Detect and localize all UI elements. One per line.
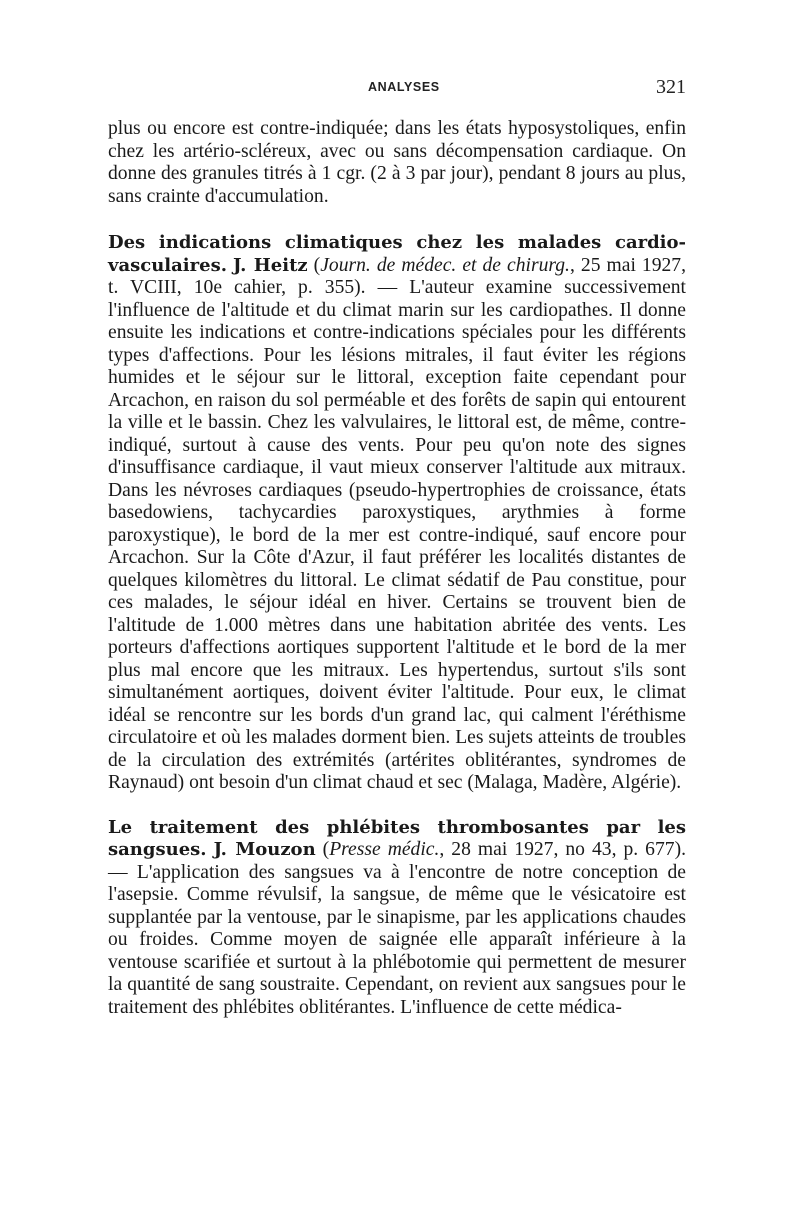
running-head xyxy=(108,74,686,104)
entry-source-details: , 25 mai 1927, t. VCIII, 10e cahier, p. 355). xyxy=(108,254,687,298)
page-number: 321 xyxy=(656,76,686,98)
entry-author: J. Mouzon xyxy=(213,839,316,860)
entry-source-details: , 28 mai 1927, no 43, p. 677). xyxy=(439,839,686,860)
running-title: ANALYSES xyxy=(368,80,440,94)
abstract-entry-climate xyxy=(108,232,686,795)
entry-source-journal: Journ. de médec. et de chirurg. xyxy=(320,254,570,276)
entry-dash: — xyxy=(108,861,137,883)
entry-source-open: ( xyxy=(307,254,321,276)
entry-source-journal: Presse médic. xyxy=(329,839,440,860)
entry-author: J. Heitz xyxy=(233,254,308,276)
continuation-paragraph: plus ou encore est contre-indiquée; dans les états hyposystoliques, enfin chez les artério-scléreux, avec ou sans décompensation cardiaque. On donne des granules titrés à 1 cgr. (2 à 3 par jour), pendant 8 jours au plus, sans crainte d'accumulation. xyxy=(108,118,686,207)
entry-title: Le traitement des phlébites thrombosantes par les sangsues. xyxy=(108,816,686,860)
entry-text: L'auteur examine successivement l'influence de l'altitude et du climat marin sur les cardiopathes. Il donne ensuite les indications et contre-indications spéciales pour les différents types d'affections. Pour les lésions mitrales, il faut éviter les régions humides et le séjour sur le littoral, exception faite cependant pour Arcachon, en raison du sol perméable et des forêts de sapin qui entourent la ville et le bassin. Chez les valvulaires, le littoral est, de même, contre-indiqué, surtout à cause des vents. Pour peu qu'on note des signes d'insuffisance cardiaque, il vaut mieux conserver l'altitude aux mitraux. Dans les névroses cardiaques (pseudo-hypertrophies de croissance, états basedowiens, tachycardies paroxystiques, arythmies à forme paroxystique), le bord de la mer est contre-indiqué, sauf encore pour Arcachon. Sur la Côte d'Azur, il faut préférer les localités distantes de quelques kilomètres du littoral. Le climat sédatif de Pau constitue, pour ces malades, le séjour idéal en hiver. Certains se trouvent bien de l'altitude de 1.000 mètres dans une habitation abritée des vents. Les porteurs d'affections aortiques supportent l'altitude et le bord de la mer plus mal encore que les mitraux. Les hypertendus, surtout s'ils sont simultanément aortiques, doivent éviter l'altitude. Pour eux, le climat idéal se rencontre sur les bords d'un grand lac, qui calment l'éréthisme circulatoire et où les malades dorment bien. Les sujets atteints de troubles de la circulation des extrémités (artérites oblitérantes, syndromes de Raynaud) ont besoin d'un climat chaud et sec (Malaga, Madère, Algérie). xyxy=(108,277,687,793)
entry-text: L'application des sangsues va à l'encontre de notre conception de l'asepsie. Comme révulsif, la sangsue, de même que le vésicatoire est supplantée par la ventouse, par le sinapisme, par les applications chaudes ou froides. Comme moyen de saignée elle apparaît inférieure à la ventouse scarifiée et surtout à la phlébotomie qui permettent de mesurer la quantité de sang soustraite. Cependant, on revient aux sangsues pour le traitement des phlébites oblitérantes. L'influence de cette médica- xyxy=(108,861,686,1018)
entry-dash: — xyxy=(365,277,410,298)
entry-source-open: ( xyxy=(315,839,330,860)
entry-title: Des indications climatiques chez les malades cardio-vasculaires. xyxy=(108,232,686,276)
abstract-entry-leeches xyxy=(108,817,686,1020)
page xyxy=(108,74,686,1019)
